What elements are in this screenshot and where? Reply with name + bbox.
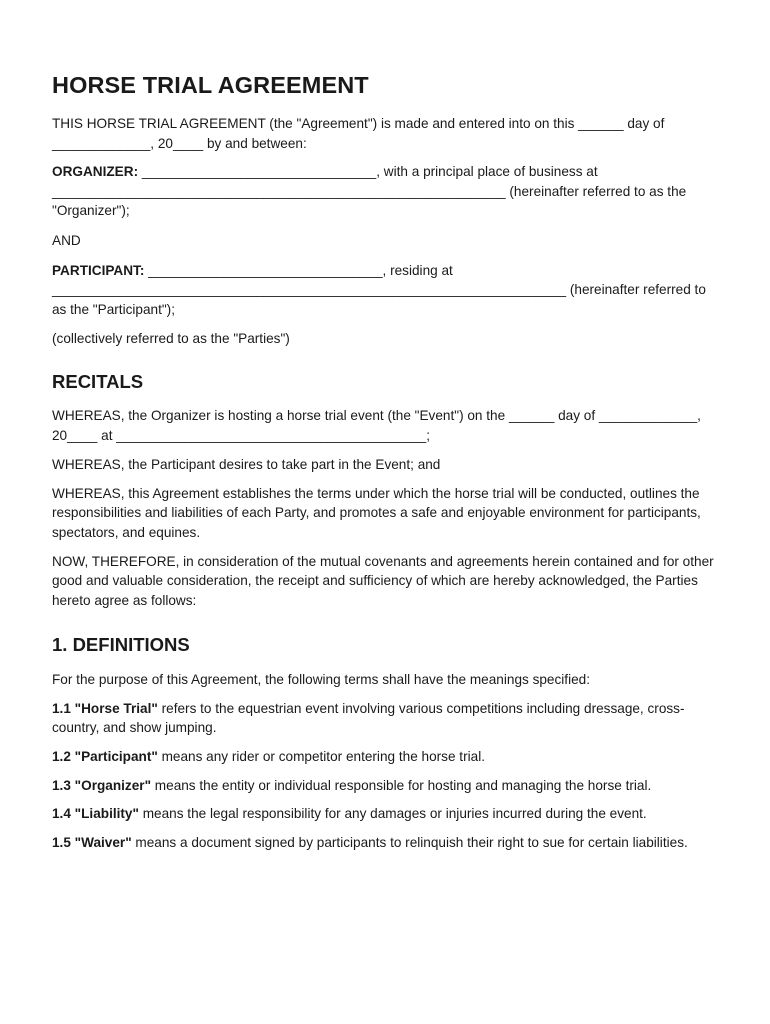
definitions-heading: 1. DEFINITIONS: [52, 634, 190, 656]
participant-text: _______________________________, residing at ____________________________________________________________________ (hereinafter referred to as the "Participant");: [52, 262, 706, 317]
definition-term: 1.2 "Participant": [52, 749, 158, 765]
definition-text: means the entity or individual responsible for hosting and managing the horse trial.: [151, 777, 652, 793]
definitions-intro: For the purpose of this Agreement, the following terms shall have the meanings specified:: [52, 672, 591, 688]
and-paragraph: AND: [52, 232, 81, 248]
participant-paragraph: [52, 261, 720, 320]
recitals-heading: RECITALS: [52, 370, 144, 392]
definition-text: means a document signed by participants to relinquish their right to sue for certain liabilities.: [131, 834, 688, 850]
whereas-paragraph-3: WHEREAS, this Agreement establishes the terms under which the horse trial will be conducted, outlines the responsibilities and liabilities of each Party, and promotes a safe and enjoyable environment for participants, spectators, and equines.: [52, 485, 701, 540]
definition-text: means any rider or competitor entering the horse trial.: [157, 749, 485, 765]
definition-term: 1.1 "Horse Trial": [52, 700, 158, 716]
definition-item: [52, 699, 720, 738]
document-page: [52, 70, 720, 852]
organizer-text: _______________________________, with a principal place of business at ____________________________________________________________ (hereinafter referred to as the "Organizer");: [52, 164, 687, 219]
definition-text: refers to the equestrian event involving various competitions including dressage, cross-country, and show jumping.: [52, 700, 685, 736]
document-title: HORSE TRIAL AGREEMENT: [52, 72, 369, 98]
definition-term: 1.3 "Organizer": [52, 777, 152, 793]
definition-item: [52, 747, 720, 767]
now-therefore-paragraph: NOW, THEREFORE, in consideration of the mutual covenants and agreements herein contained and for other good and valuable consideration, the receipt and sufficiency of which are hereby acknowledged, the Parties hereto agree as follows:: [52, 553, 714, 608]
collectively-paragraph: (collectively referred to as the "Parties"): [52, 331, 290, 347]
definition-term: 1.5 "Waiver": [52, 834, 132, 850]
participant-label: PARTICIPANT:: [52, 262, 145, 278]
definition-term: 1.4 "Liability": [52, 806, 139, 822]
intro-paragraph: THIS HORSE TRIAL AGREEMENT (the "Agreement") is made and entered into on this ______ day of _____________, 20____ by and between:: [52, 116, 665, 151]
whereas-paragraph-2: WHEREAS, the Participant desires to take part in the Event; and: [52, 457, 441, 473]
definition-item: [52, 833, 720, 853]
definition-item: [52, 776, 720, 796]
definition-text: means the legal responsibility for any damages or injuries incurred during the event.: [138, 806, 647, 822]
organizer-label: ORGANIZER:: [52, 164, 139, 180]
whereas-paragraph-1: WHEREAS, the Organizer is hosting a horse trial event (the "Event") on the ______ day of _____________, 20____ at _________________________________________;: [52, 407, 701, 443]
definition-item: [52, 804, 720, 824]
organizer-paragraph: [52, 162, 720, 221]
